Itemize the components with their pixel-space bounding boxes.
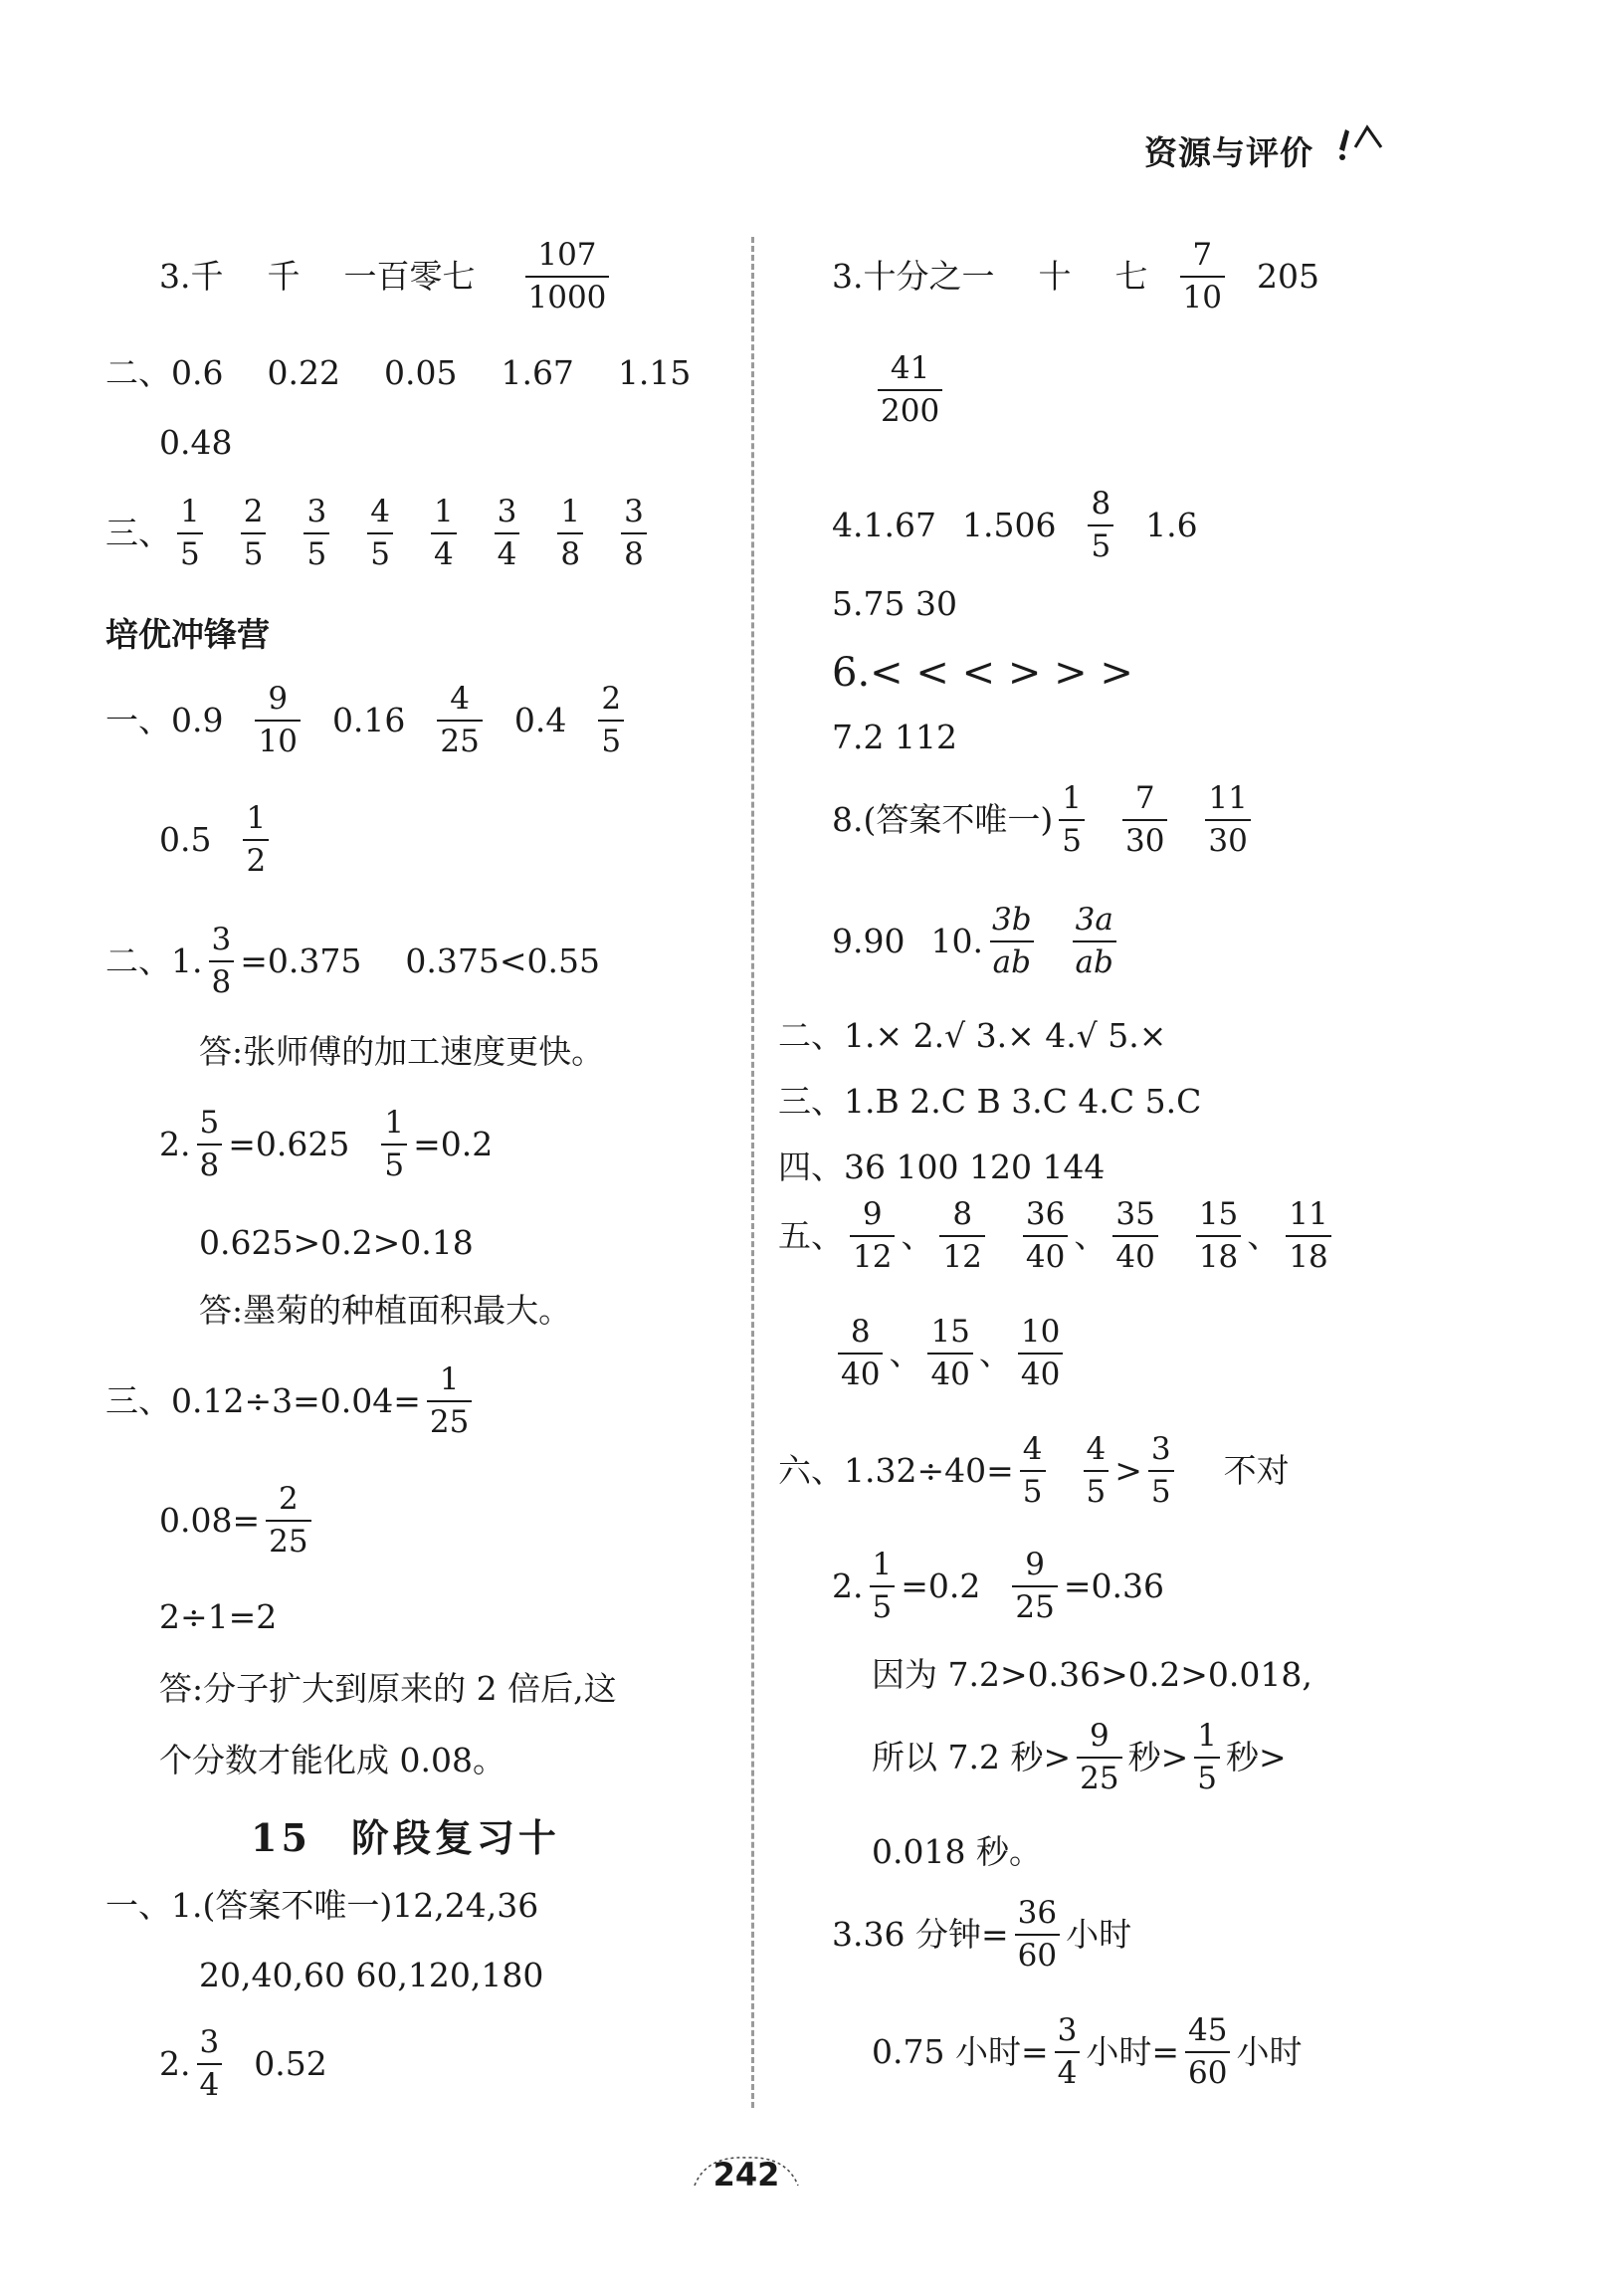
left-line-2: 二、0.6 0.22 0.05 1.67 1.15 bbox=[105, 353, 692, 392]
fraction: $\frac{10}{40}$ bbox=[1018, 1316, 1063, 1390]
fraction: $\frac{5}{8}$ bbox=[197, 1107, 223, 1181]
fraction: $\frac{3a}{ab}$ bbox=[1073, 904, 1116, 978]
left-line-13: 0.08= $\frac{2}{25}$ bbox=[159, 1483, 317, 1558]
column-divider bbox=[751, 237, 754, 2108]
header-title: 资源与评价 bbox=[1144, 133, 1313, 172]
fraction: $\frac{36}{60}$ bbox=[1015, 1897, 1060, 1972]
fraction: $\frac{1}{4}$ bbox=[431, 496, 457, 570]
fraction: $\frac{1}{8}$ bbox=[557, 496, 583, 570]
left-line-15: 答:分子扩大到原来的 2 倍后,这 bbox=[159, 1669, 617, 1708]
section-title bbox=[251, 1807, 560, 1862]
fraction: $\frac{3}{4}$ bbox=[197, 2026, 223, 2101]
fraction: $\frac{1}{5}$ bbox=[381, 1107, 407, 1181]
right-line-12: 五、 $\frac{9}{12}$ 、 $\frac{8}{12}$ $\frac{36}{40}$ 、 $\frac{35}{40}$ $\frac{15}{18}$ 、 $\frac{11}{18}$ bbox=[778, 1198, 1337, 1273]
right-line-15: 2. $\frac{1}{5}$ =0.2 $\frac{9}{25}$ =0.36 bbox=[832, 1547, 1164, 1625]
left-line-19: 2. $\frac{3}{4}$ 0.52 bbox=[159, 2024, 327, 2103]
right-line-19: 3.36 分钟= $\frac{36}{60}$ 小时 bbox=[832, 1895, 1132, 1974]
fraction: $\frac{8}{12}$ bbox=[939, 1198, 984, 1273]
left-line-11: 答:墨菊的种植面积最大。 bbox=[199, 1291, 572, 1330]
left-line-3: 0.48 bbox=[159, 423, 233, 462]
fraction: $\frac{3}{8}$ bbox=[209, 924, 235, 998]
right-line-18: 0.018 秒。 bbox=[872, 1832, 1042, 1871]
fraction: $\frac{7}{10}$ bbox=[1180, 239, 1225, 313]
fraction: $\frac{41}{200}$ bbox=[878, 352, 942, 427]
fraction: $\frac{1}{5}$ bbox=[870, 1549, 896, 1623]
fraction: $\frac{9}{12}$ bbox=[850, 1198, 895, 1273]
left-line-17: 一、1.(答案不唯一)12,24,36 bbox=[105, 1886, 539, 1925]
left-line-6: 0.5 $\frac{1}{2}$ bbox=[159, 802, 275, 877]
left-line-4: 三、 $\frac{1}{5}$ $\frac{2}{5}$ $\frac{3}{5}$ $\frac{4}{5}$ $\frac{1}{4}$ $\frac{3}{4}$ $\frac{1}{8}$ $\frac{3}{8}$ bbox=[105, 496, 653, 570]
right-line-9: 二、1.× 2.√ 3.× 4.√ 5.× bbox=[778, 1016, 1167, 1055]
right-line-1: 3.十分之一 十 七 $\frac{7}{10}$ 205 bbox=[832, 237, 1319, 315]
fraction: $\frac{3}{8}$ bbox=[621, 496, 647, 570]
section-number: 15 bbox=[251, 1815, 311, 1860]
fraction: $\frac{7}{30}$ bbox=[1122, 782, 1167, 857]
fraction: $\frac{3}{4}$ bbox=[1055, 2014, 1081, 2089]
section-name: 阶段复习十 bbox=[350, 1815, 560, 1860]
fraction: $\frac{3}{4}$ bbox=[495, 496, 520, 570]
header-logo-icon bbox=[1335, 119, 1385, 163]
left-line-10: 0.625>0.2>0.18 bbox=[199, 1223, 474, 1262]
fraction: $\frac{45}{60}$ bbox=[1185, 2014, 1230, 2089]
right-line-11: 四、36 100 120 144 bbox=[778, 1148, 1106, 1186]
fraction: $\frac{1}{5}$ bbox=[177, 496, 203, 570]
fraction: $\frac{4}{5}$ bbox=[1084, 1433, 1109, 1508]
fraction: $\frac{107}{1000}$ bbox=[525, 239, 610, 313]
left-line-14: 2÷1=2 bbox=[159, 1597, 278, 1636]
fraction: $\frac{11}{18}$ bbox=[1286, 1198, 1330, 1273]
fraction: $\frac{1}{5}$ bbox=[1059, 782, 1085, 857]
fraction: $\frac{3}{5}$ bbox=[1148, 1433, 1174, 1508]
right-line-13: $\frac{8}{40}$ 、 $\frac{15}{40}$ 、 $\frac{10}{40}$ bbox=[832, 1316, 1069, 1390]
right-line-5: 6.< < < > > > bbox=[832, 650, 1133, 696]
right-line-3: 4.1.67 1.506 $\frac{8}{5}$ 1.6 bbox=[832, 486, 1198, 564]
right-line-20: 0.75 小时= $\frac{3}{4}$ 小时= $\frac{45}{60}$ 小时 bbox=[872, 2012, 1303, 2091]
left-line-16: 个分数才能化成 0.08。 bbox=[159, 1741, 505, 1779]
right-line-10: 三、1.B 2.C B 3.C 4.C 5.C bbox=[778, 1082, 1202, 1121]
fraction: $\frac{9}{25}$ bbox=[1012, 1549, 1057, 1623]
heading-advanced: 培优冲锋营 bbox=[105, 615, 270, 654]
left-line-18: 20,40,60 60,120,180 bbox=[199, 1956, 544, 1994]
fraction: $\frac{2}{25}$ bbox=[266, 1483, 310, 1558]
right-line-14: 六、1.32÷40= $\frac{4}{5}$ $\frac{4}{5}$ > $\frac{3}{5}$ 不对 bbox=[778, 1431, 1290, 1510]
right-line-17: 所以 7.2 秒> $\frac{9}{25}$ 秒> $\frac{1}{5}$ 秒> bbox=[872, 1718, 1287, 1796]
fraction: $\frac{36}{40}$ bbox=[1023, 1198, 1068, 1273]
left-line-8: 答:张师傅的加工速度更快。 bbox=[199, 1032, 605, 1071]
fraction: $\frac{15}{40}$ bbox=[927, 1316, 972, 1390]
left-line-7: 二、1. $\frac{3}{8}$ =0.375 0.375<0.55 bbox=[105, 922, 600, 1000]
fraction: $\frac{35}{40}$ bbox=[1112, 1198, 1157, 1273]
right-line-4: 5.75 30 bbox=[832, 584, 957, 623]
right-line-6: 7.2 112 bbox=[832, 718, 957, 756]
fraction: $\frac{4}{5}$ bbox=[367, 496, 393, 570]
left-line-1: 3.千 千 一百零七 $\frac{107}{1000}$ bbox=[159, 239, 615, 313]
fraction: $\frac{2}{5}$ bbox=[598, 683, 624, 757]
fraction: $\frac{15}{18}$ bbox=[1196, 1198, 1241, 1273]
fraction: $\frac{8}{40}$ bbox=[838, 1316, 883, 1390]
right-line-16: 因为 7.2>0.36>0.2>0.018, bbox=[872, 1655, 1312, 1694]
fraction: $\frac{9}{25}$ bbox=[1077, 1720, 1121, 1794]
fraction: $\frac{11}{30}$ bbox=[1205, 782, 1250, 857]
right-line-7: 8.(答案不唯一) $\frac{1}{5}$ $\frac{7}{30}$ $\frac{11}{30}$ bbox=[832, 782, 1257, 857]
fraction: $\frac{9}{10}$ bbox=[255, 683, 300, 757]
fraction: $\frac{1}{25}$ bbox=[427, 1363, 472, 1438]
fraction: $\frac{4}{5}$ bbox=[1020, 1433, 1046, 1508]
left-line-12: 三、0.12÷3=0.04= $\frac{1}{25}$ bbox=[105, 1363, 478, 1438]
fraction: $\frac{4}{25}$ bbox=[437, 683, 482, 757]
left-line-5: 一、0.9 $\frac{9}{10}$ 0.16 $\frac{4}{25}$ 0.4 $\frac{2}{5}$ bbox=[105, 683, 630, 757]
fraction: $\frac{2}{5}$ bbox=[241, 496, 267, 570]
page-number: 242 bbox=[687, 2150, 806, 2195]
left-line-9: 2. $\frac{5}{8}$ =0.625 $\frac{1}{5}$ =0.2 bbox=[159, 1105, 494, 1183]
fraction: $\frac{3b}{ab}$ bbox=[989, 904, 1035, 978]
right-line-8: 9.90 10. $\frac{3b}{ab}$ $\frac{3a}{ab}$ bbox=[832, 904, 1122, 978]
fraction: $\frac{1}{2}$ bbox=[243, 802, 269, 877]
right-line-2 bbox=[872, 352, 948, 427]
fraction: $\frac{1}{5}$ bbox=[1194, 1720, 1220, 1794]
fraction: $\frac{3}{5}$ bbox=[303, 496, 329, 570]
fraction: $\frac{8}{5}$ bbox=[1088, 488, 1113, 562]
